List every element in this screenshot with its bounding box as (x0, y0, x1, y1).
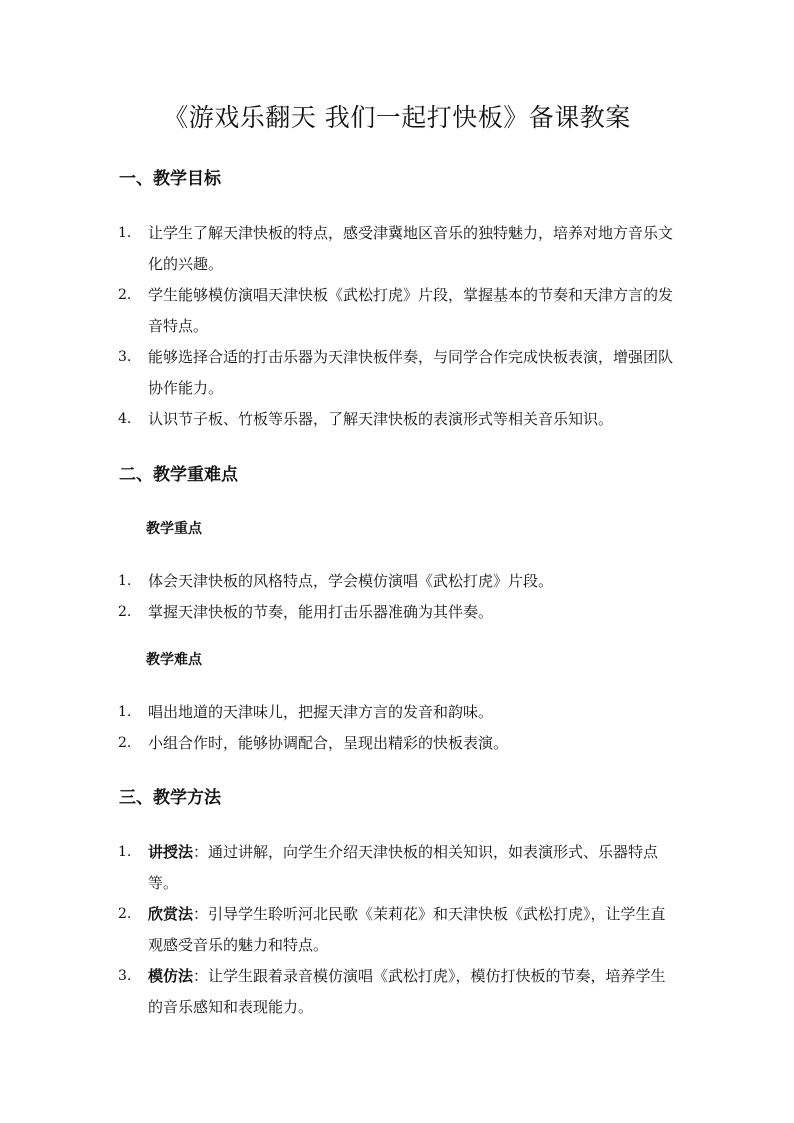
list-item (118, 218, 678, 280)
list-item (118, 899, 678, 961)
list-number: 2. (118, 906, 132, 922)
section-heading-objectives: 一、教学目标 (119, 169, 221, 189)
key-points-list (118, 566, 678, 628)
list-number: 2. (118, 287, 132, 303)
list-item (118, 728, 678, 759)
list-item (118, 837, 678, 899)
section-heading-key-points: 二、教学重难点 (119, 465, 238, 485)
list-item (118, 404, 678, 435)
list-number: 3. (118, 968, 132, 984)
list-item (118, 597, 678, 628)
difficulties-list (118, 697, 678, 759)
method-label: 欣赏法 (148, 905, 194, 923)
list-text: 学生能够模仿演唱天津快板《武松打虎》片段，掌握基本的节奏和天津方言的发音特点。 (148, 286, 674, 335)
list-item (118, 280, 678, 342)
list-text: ：引导学生聆听河北民歌《茉莉花》和天津快板《武松打虎》，让学生直观感受音乐的魅力和特点。 (148, 905, 666, 954)
list-number: 2. (118, 735, 132, 751)
list-number: 1. (118, 704, 132, 720)
section-heading-methods: 三、教学方法 (119, 788, 221, 808)
list-item (118, 961, 678, 1023)
list-text: ：让学生跟着录音模仿演唱《武松打虎》，模仿打快板的节奏，培养学生的音乐感知和表现能力。 (148, 967, 666, 1016)
list-item (118, 697, 678, 728)
list-text: ：通过讲解，向学生介绍天津快板的相关知识，如表演形式、乐器特点等。 (148, 843, 659, 892)
list-text: 让学生了解天津快板的特点，感受津冀地区音乐的独特魅力，培养对地方音乐文化的兴趣。 (148, 224, 674, 273)
list-number: 1. (118, 225, 132, 241)
list-number: 3. (118, 349, 132, 365)
subheading-key-points: 教学重点 (146, 521, 202, 537)
list-text: 小组合作时，能够协调配合，呈现出精彩的快板表演。 (148, 734, 509, 752)
list-number: 2. (118, 604, 132, 620)
list-number: 1. (118, 844, 132, 860)
list-text: 认识节子板、竹板等乐器，了解天津快板的表演形式等相关音乐知识。 (148, 410, 614, 428)
method-label: 讲授法 (148, 843, 194, 861)
list-text: 唱出地道的天津味儿，把握天津方言的发音和韵味。 (148, 703, 494, 721)
list-item (118, 566, 678, 597)
list-number: 4. (118, 411, 132, 427)
list-item (118, 342, 678, 404)
methods-list (118, 837, 678, 1023)
list-number: 1. (118, 573, 132, 589)
objectives-list (118, 218, 678, 435)
subheading-difficulties: 教学难点 (146, 652, 202, 668)
document-title: 《游戏乐翻天 我们一起打快板》备课教案 (163, 103, 631, 132)
list-text: 体会天津快板的风格特点，学会模仿演唱《武松打虎》片段。 (148, 572, 554, 590)
list-text: 能够选择合适的打击乐器为天津快板伴奏，与同学合作完成快板表演，增强团队协作能力。 (148, 348, 674, 397)
method-label: 模仿法 (148, 967, 194, 985)
list-text: 掌握天津快板的节奏，能用打击乐器准确为其伴奏。 (148, 603, 494, 621)
